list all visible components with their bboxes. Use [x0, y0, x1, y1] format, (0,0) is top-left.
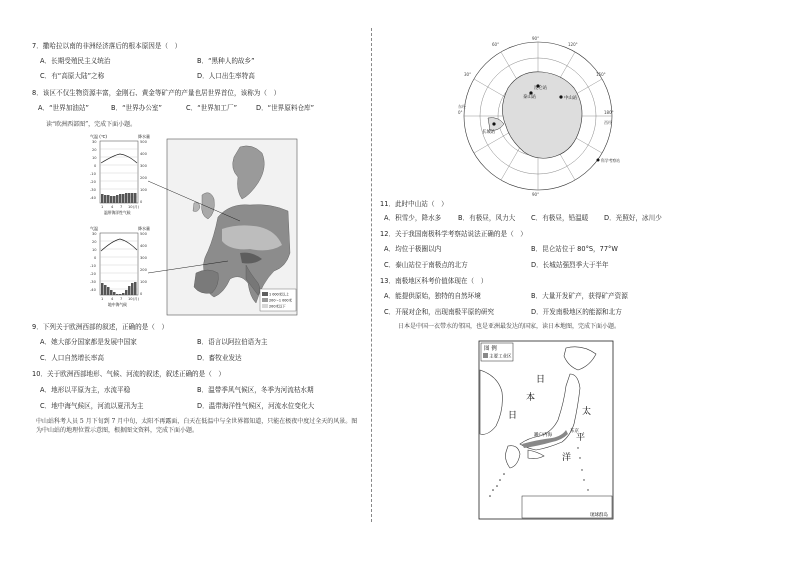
svg-text:20: 20 — [92, 240, 97, 244]
svg-text:400: 400 — [140, 152, 147, 156]
q10-option-d[interactable]: D．温带海洋性气候区，河流水位变化大 — [197, 402, 315, 410]
q11-option-d[interactable]: D．光照好，冰川少 — [604, 214, 662, 222]
svg-text:-10: -10 — [90, 264, 96, 268]
q9-option-b[interactable]: B．语言以阿拉伯语为主 — [197, 338, 268, 346]
station-dot-zhongshan — [559, 95, 562, 98]
svg-text:10: 10 — [92, 156, 97, 160]
svg-text:-30: -30 — [90, 188, 96, 192]
q10-stem: 10．关于欧洲西部地形、气候、河流的叙述，叙述正确的是（ ） — [32, 370, 226, 378]
europe-intro: 读“欧洲西部图”，完成下面小题。 — [46, 121, 137, 128]
q9-option-a[interactable]: A．她大部分国家都是发展中国家 — [40, 338, 137, 346]
q13-stem: 13．南极地区科考价值体现在（ ） — [380, 277, 488, 285]
map-char-yang: 洋 — [562, 453, 572, 463]
lon-label-120: 120° — [568, 42, 578, 47]
label-kunlun: 昆仑站 — [534, 86, 548, 91]
lon-label-150: 150° — [596, 72, 606, 77]
svg-text:1: 1 — [101, 205, 104, 209]
legend-item-low: 200米以下 — [269, 304, 286, 309]
legend-label: 科学考察站 — [601, 158, 620, 163]
legend-item-mid: 200～1 000米 — [269, 298, 292, 303]
label-zhongshan: 中山站 — [564, 96, 578, 101]
q13-option-a[interactable]: A．能提供原始，独特的自然环境 — [384, 292, 481, 300]
q7-option-c[interactable]: C．有“高原大陆”之称 — [40, 72, 105, 80]
svg-text:-10: -10 — [90, 172, 96, 176]
japan-intro: 日本是中国一衣带水的邻国，也是亚洲最发达的国家，读日本地图，完成下面小题。 — [398, 323, 621, 330]
q11-option-b[interactable]: B．有极昼，风力大 — [458, 214, 516, 222]
svg-text:10(月): 10(月) — [128, 205, 139, 209]
svg-text:10(月): 10(月) — [128, 297, 139, 301]
top-precip-label: 降水量 — [138, 134, 150, 139]
svg-text:500: 500 — [140, 140, 147, 144]
map-char-ben: 本 — [526, 393, 536, 403]
antarctica-polar-map — [458, 36, 618, 196]
lon-label-90-top: 90° — [532, 36, 540, 41]
svg-text:100: 100 — [140, 188, 147, 192]
svg-text:20: 20 — [92, 148, 97, 152]
svg-text:300: 300 — [140, 256, 147, 260]
q12-option-a[interactable]: A．均位于极圈以内 — [384, 245, 442, 253]
svg-text:-40: -40 — [90, 288, 96, 292]
label-taishan: 泰山站 — [523, 95, 537, 100]
q8-option-c[interactable]: C．“世界加工厂” — [186, 104, 237, 112]
europe-map — [148, 139, 297, 315]
q13-option-b[interactable]: B．大量开发矿产，获得矿产资源 — [531, 292, 628, 300]
svg-text:-40: -40 — [90, 196, 96, 200]
q8-option-a[interactable]: A．“世界加油站” — [38, 104, 89, 112]
japan-legend-title: 图 例 — [484, 346, 497, 352]
map-char-ping: 平 — [576, 433, 586, 443]
svg-text:0: 0 — [140, 200, 143, 204]
q8-option-d[interactable]: D．“世界原料仓库” — [256, 104, 315, 112]
lon-label-30: 30° — [464, 72, 472, 77]
lon-label-90-bottom: 90° — [532, 192, 540, 197]
label-east: 东经 — [458, 104, 466, 109]
lon-label-0: 0° — [458, 110, 463, 115]
q12-stem: 12．关于我国南极科学考察站说法正确的是（ ） — [380, 230, 527, 238]
map-char-tai: 太 — [582, 407, 592, 417]
svg-text:0: 0 — [94, 164, 97, 168]
bottom-caption: 地中海气候 — [108, 302, 127, 307]
top-caption: 温带海洋性气候 — [104, 210, 131, 215]
bottom-precip-label: 降水量 — [138, 226, 150, 231]
svg-text:400: 400 — [140, 244, 147, 248]
q10-option-c[interactable]: C．地中海气候区，河流以夏汛为主 — [40, 402, 144, 410]
svg-text:10: 10 — [92, 248, 97, 252]
japan-map — [478, 340, 614, 520]
europe-figure — [90, 133, 300, 319]
q12-option-d[interactable]: D．长城站强烈季大于半年 — [531, 261, 609, 269]
svg-text:-20: -20 — [90, 272, 96, 276]
q8-stem: 8．该区不仅生物资源丰富，金刚石、黄金等矿产的产量也居世界首位，该称为（ ） — [32, 89, 281, 97]
climate-chart-top — [90, 133, 150, 215]
label-great-wall: 长城站 — [482, 130, 496, 135]
q10-option-b[interactable]: B．温带季风气候区，冬季为河流枯水期 — [197, 386, 314, 394]
ryukyu-label: 琉球群岛 — [590, 513, 608, 518]
svg-text:1: 1 — [101, 297, 104, 301]
svg-text:200: 200 — [140, 176, 147, 180]
legend-item-high: 1 000米以上 — [269, 292, 289, 297]
column-divider — [371, 28, 372, 522]
q7-option-a[interactable]: A．长期受殖民主义统治 — [40, 57, 111, 65]
q11-stem: 11．此时中山站（ ） — [380, 200, 448, 208]
q9-option-d[interactable]: D．畜牧业发达 — [197, 354, 242, 362]
svg-text:100: 100 — [140, 280, 147, 284]
map-char-ri2: 日 — [508, 411, 518, 421]
svg-text:0: 0 — [94, 256, 97, 260]
bottom-temp-label: 气温 — [90, 226, 98, 231]
lon-label-60: 60° — [492, 42, 500, 47]
inland-sea-label: 濑户内海 — [534, 433, 552, 438]
svg-text:4: 4 — [111, 205, 114, 209]
svg-text:7: 7 — [120, 297, 123, 301]
svg-text:0: 0 — [140, 292, 143, 296]
station-dot-great-wall — [492, 122, 495, 125]
lon-label-180: 180° — [604, 110, 614, 115]
label-west: 西经 — [604, 120, 612, 125]
svg-text:300: 300 — [140, 164, 147, 168]
q8-option-b[interactable]: B．“世界办公室” — [111, 104, 162, 112]
tokyo-label: 东京 — [570, 429, 579, 434]
q9-stem: 9．下列关于欧洲西部的叙述，正确的是（ ） — [32, 323, 169, 331]
svg-text:-20: -20 — [90, 180, 96, 184]
q7-option-d[interactable]: D．人口出生率特高 — [197, 72, 255, 80]
q7-option-b[interactable]: B．“黑种人的故乡” — [197, 57, 255, 65]
q11-option-c[interactable]: C．有极昼，铅温暖 — [531, 214, 589, 222]
q13-option-c[interactable]: C．开展对企和，出现南极平原的研究 — [384, 308, 495, 316]
svg-text:4: 4 — [111, 297, 114, 301]
svg-text:7: 7 — [120, 205, 123, 209]
svg-text:500: 500 — [140, 232, 147, 236]
q11-option-a[interactable]: A．积雪少，降水多 — [384, 214, 442, 222]
svg-text:-30: -30 — [90, 280, 96, 284]
q12-option-c[interactable]: C．泰山站位于南极点的北方 — [384, 261, 468, 269]
map-char-ri: 日 — [536, 375, 546, 385]
q12-option-b[interactable]: B．昆仑站位于 80°S，77°W — [531, 245, 618, 253]
q13-option-d[interactable]: D．开发南极地区的能源和北方 — [531, 308, 622, 316]
svg-text:30: 30 — [92, 232, 97, 236]
q7-stem: 7．撒哈拉以南的非洲经济落后的根本原因是（ ） — [32, 42, 182, 50]
top-temp-label: 气温 (℃) — [90, 134, 107, 139]
japan-legend-item: 主要工业区 — [489, 354, 512, 360]
q10-option-a[interactable]: A．地形以平原为主，水流平稳 — [40, 386, 131, 394]
legend-dot — [597, 159, 600, 162]
svg-text:30: 30 — [92, 140, 97, 144]
climate-chart-bottom — [90, 225, 150, 307]
svg-text:200: 200 — [140, 268, 147, 272]
q9-option-c[interactable]: C．人口自然增长率高 — [40, 354, 104, 362]
zhongshan-intro: 中山站科考人员 5 月下旬到 7 月中旬，太阳不再露面，白天在低温中与全世界都知道，只能在极夜中度过全天的风景。图为中山站的地理位置示意图，根据图文资料，完成下面小题。 — [36, 418, 358, 434]
